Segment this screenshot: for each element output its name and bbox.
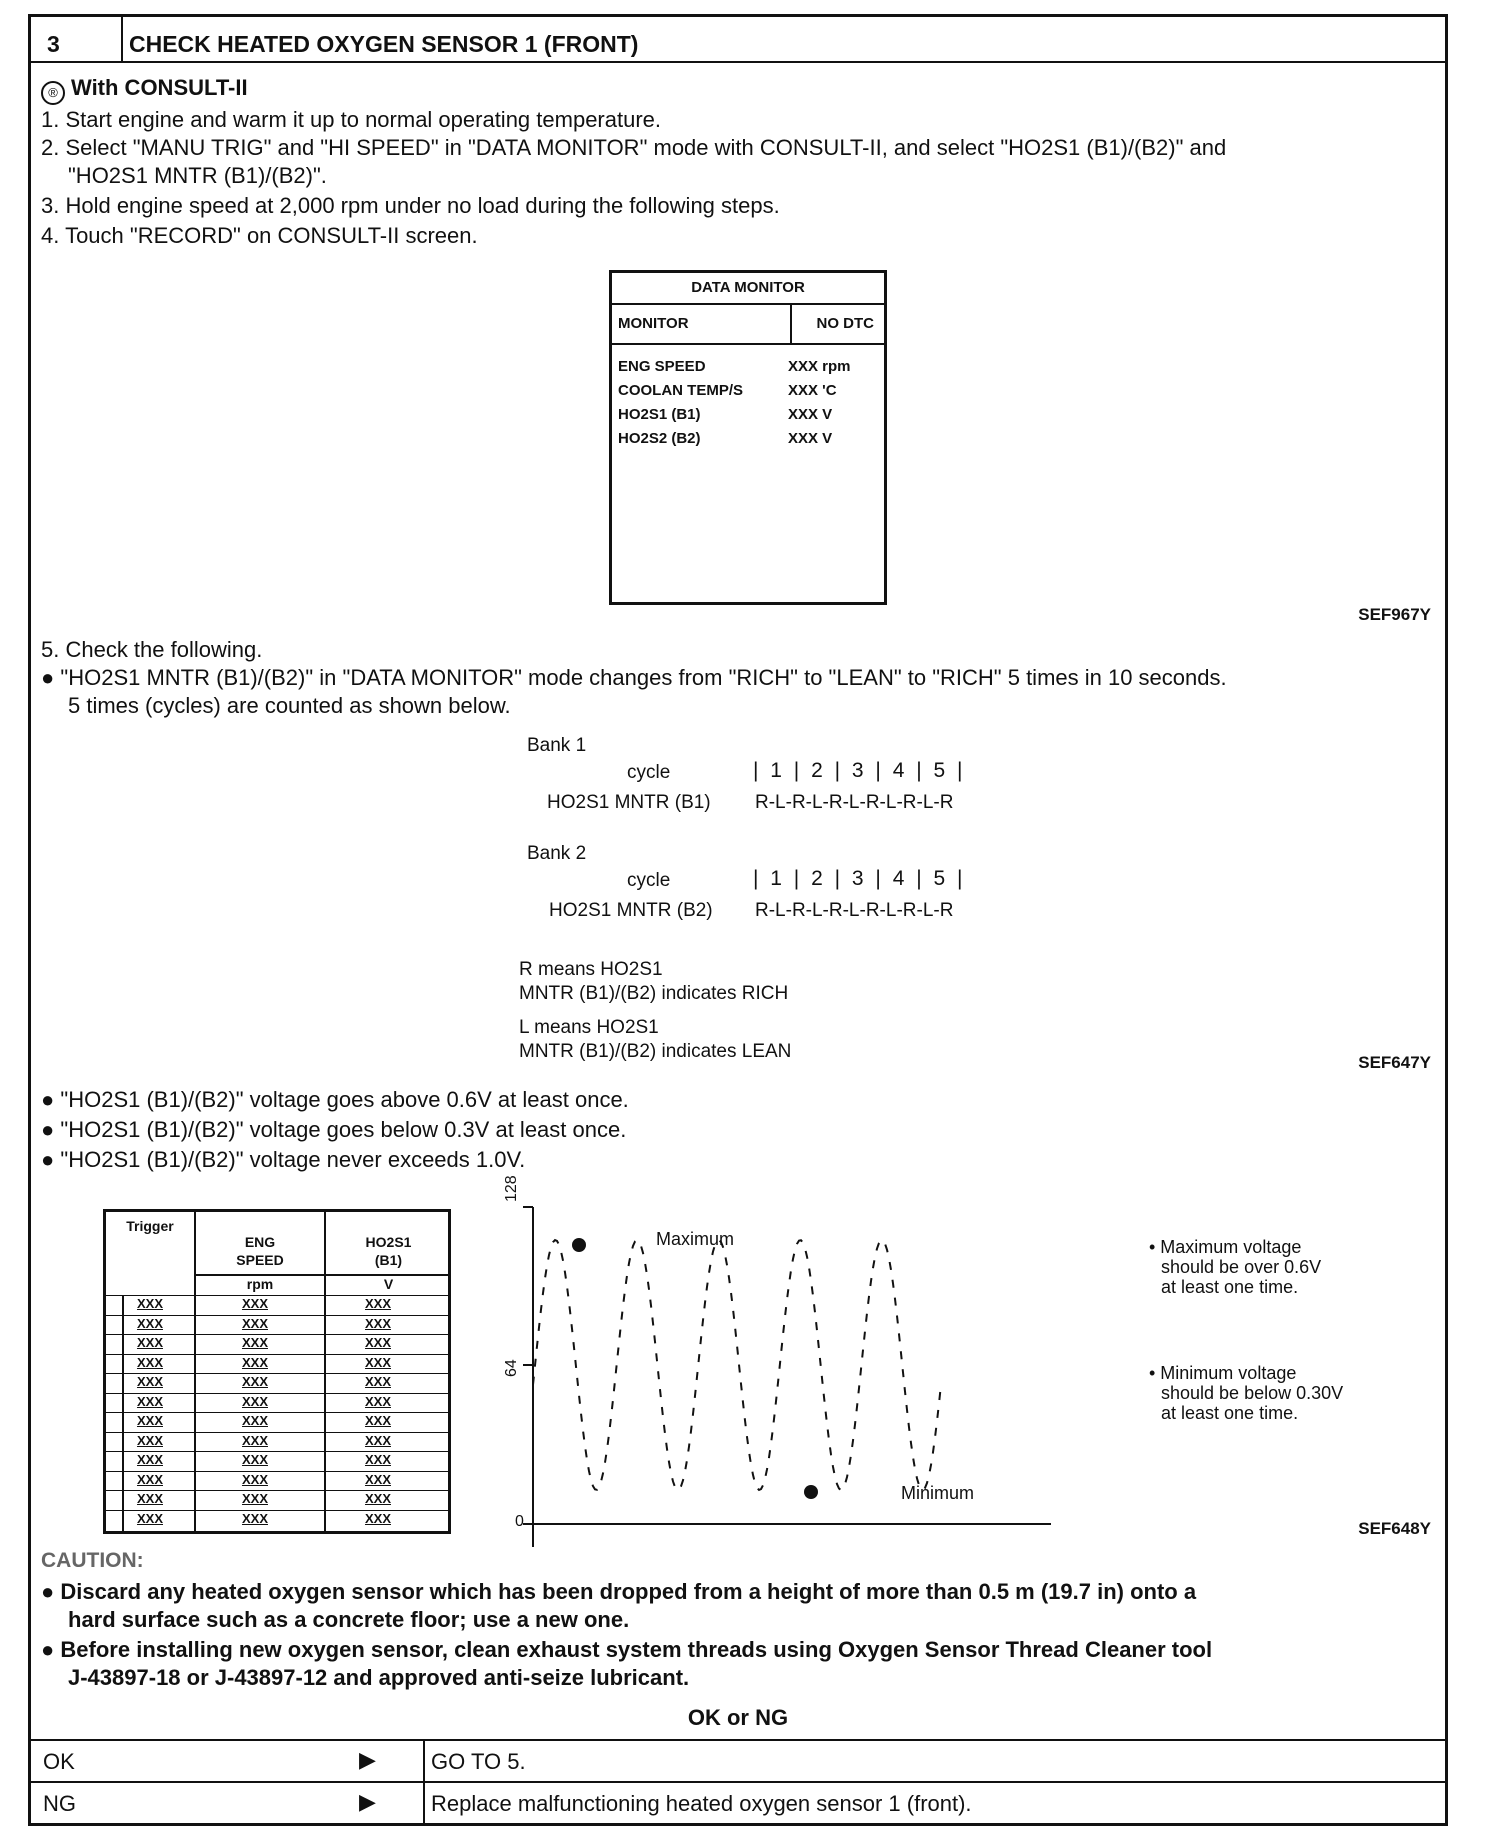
table-cell-trigger: XXX — [136, 1393, 163, 1409]
table-cell-eng-speed: XXX — [241, 1413, 268, 1428]
dtc-status: NO DTC — [816, 315, 874, 332]
bank1-pattern: R-L-R-L-R-L-R-L-R-L-R — [755, 792, 954, 813]
bank1-label: Bank 1 — [527, 735, 587, 756]
voltage-check-3: ● "HO2S1 (B1)/(B2)" voltage never exceeds 1.0V. — [41, 1147, 526, 1172]
table-cell-eng-speed: XXX — [241, 1315, 268, 1331]
bullet-icon: ● — [41, 665, 61, 690]
table-cell-trigger: XXX — [136, 1315, 163, 1331]
minimum-label: Minimum — [901, 1483, 975, 1503]
bank2-pattern: R-L-R-L-R-L-R-L-R-L-R — [755, 900, 954, 921]
consult-heading: ® With CONSULT-II — [41, 75, 248, 105]
step-number: 3 — [47, 31, 60, 57]
result-ok-label: OK — [43, 1749, 75, 1774]
trigger-table — [103, 1209, 451, 1534]
table-cell-eng-speed: XXX — [241, 1374, 268, 1389]
table-cell-trigger: XXX — [136, 1413, 163, 1428]
table-cell-trigger: XXX — [136, 1296, 163, 1311]
r-means-line-2: MNTR (B1)/(B2) indicates RICH — [519, 983, 789, 1004]
figure-code-sef647y: SEF647Y — [1358, 1053, 1431, 1072]
caution-bullet-2-cont: J-43897-18 or J-43897-12 and approved anti-seize lubricant. — [68, 1665, 690, 1690]
bullet-icon: ● — [41, 1087, 61, 1112]
caution-bullet-1-cont: hard surface such as a concrete floor; use a new one. — [68, 1607, 630, 1632]
voltage-check-2: ● "HO2S1 (B1)/(B2)" voltage goes below 0.3V at least once. — [41, 1117, 627, 1142]
data-monitor-title: DATA MONITOR — [612, 273, 884, 305]
y-label-64: 64 — [503, 1359, 520, 1377]
y-label-128: 128 — [503, 1175, 520, 1202]
col-ho2s1-header-b: (B1) — [374, 1252, 403, 1268]
table-cell-trigger: XXX — [136, 1432, 163, 1448]
table-cell-eng-speed: XXX — [241, 1393, 268, 1409]
table-cell-ho2s1: XXX — [364, 1335, 391, 1350]
consult-step-2-cont: "HO2S1 MNTR (B1)/(B2)". — [68, 163, 327, 188]
monitor-label: MONITOR — [618, 315, 689, 332]
voltage-waveform-graph — [471, 1187, 1071, 1547]
caution-bullet-1: ● Discard any heated oxygen sensor which has been dropped from a height of more than 0.5 m (19.7 in) onto a — [41, 1579, 1197, 1604]
monitor-divider — [790, 305, 792, 343]
y-label-0: 0 — [515, 1513, 524, 1530]
table-cell-trigger: XXX — [136, 1335, 163, 1350]
col-eng-header-a: ENG — [244, 1234, 276, 1250]
table-cell-ho2s1: XXX — [364, 1354, 391, 1370]
header-divider — [121, 17, 123, 61]
bank1-cycle-marks: | 1 | 2 | 3 | 4 | 5 | — [753, 759, 966, 782]
table-cell-trigger: XXX — [136, 1354, 163, 1370]
monitor-item: ENG SPEED XXX rpm — [618, 358, 851, 375]
maximum-point — [572, 1238, 586, 1252]
result-ng-action: Replace malfunctioning heated oxygen sensor 1 (front). — [431, 1791, 972, 1816]
figure-code-sef648y: SEF648Y — [1358, 1519, 1431, 1538]
table-cell-ho2s1: XXX — [364, 1393, 391, 1409]
bank2-cycle-marks: | 1 | 2 | 3 | 4 | 5 | — [753, 867, 966, 890]
table-cell-trigger: XXX — [136, 1491, 163, 1506]
bank2-cycle-label: cycle — [627, 870, 671, 891]
consult-step-4: 4. Touch "RECORD" on CONSULT-II screen. — [41, 223, 478, 248]
consult-step-1: 1. Start engine and warm it up to normal operating temperature. — [41, 107, 662, 132]
table-cell-ho2s1: XXX — [364, 1452, 391, 1467]
bullet-icon: ● — [41, 1579, 61, 1604]
table-cell-trigger: XXX — [136, 1374, 163, 1389]
data-monitor-status-row — [612, 305, 884, 345]
table-cell-eng-speed: XXX — [241, 1510, 268, 1526]
result-ok-action: GO TO 5. — [431, 1749, 526, 1774]
table-cell-eng-speed: XXX — [241, 1354, 268, 1370]
table-cell-eng-speed: XXX — [241, 1296, 268, 1311]
table-cell-ho2s1: XXX — [364, 1315, 391, 1331]
bank2-label: Bank 2 — [527, 843, 587, 864]
min-voltage-note: • Minimum voltage should be below 0.30V at least one time. — [1149, 1363, 1344, 1423]
figure-code-sef967y: SEF967Y — [1358, 605, 1431, 624]
table-cell-eng-speed: XXX — [241, 1491, 268, 1506]
table-cell-eng-speed: XXX — [241, 1471, 268, 1487]
max-voltage-note: • Maximum voltage should be over 0.6V at least one time. — [1149, 1237, 1322, 1297]
trigger-marker-strip — [122, 1296, 124, 1531]
unit-rpm: rpm — [246, 1276, 274, 1292]
check-heading: 5. Check the following. — [41, 637, 263, 662]
caution-bullet-2: ● Before installing new oxygen sensor, clean exhaust system threads using Oxygen Sensor Thread Cleaner tool — [41, 1637, 1213, 1662]
bullet-icon: ● — [41, 1637, 61, 1662]
l-means-line-1: L means HO2S1 — [519, 1017, 659, 1038]
table-cell-ho2s1: XXX — [364, 1510, 391, 1526]
maximum-label: Maximum — [656, 1229, 735, 1249]
result-top-rule — [31, 1739, 1445, 1741]
data-monitor-screen — [609, 270, 887, 605]
caution-label: CAUTION: — [41, 1549, 144, 1572]
table-cell-eng-speed: XXX — [241, 1452, 268, 1467]
table-cell-trigger: XXX — [136, 1471, 163, 1487]
voltage-waveform — [533, 1240, 941, 1490]
ng-arrow-icon: ▶ — [359, 1789, 376, 1814]
table-cell-eng-speed: XXX — [241, 1432, 268, 1448]
bank2-mntr-label: HO2S1 MNTR (B2) — [549, 900, 713, 921]
step-title: CHECK HEATED OXYGEN SENSOR 1 (FRONT) — [129, 31, 639, 57]
consult-step-2: 2. Select "MANU TRIG" and "HI SPEED" in "DATA MONITOR" mode with CONSULT-II, and select "HO2S1 (B1)/(B2)" and — [41, 135, 1227, 160]
voltage-check-1: ● "HO2S1 (B1)/(B2)" voltage goes above 0.6V at least once. — [41, 1087, 629, 1112]
monitor-item: HO2S1 (B1) XXX V — [618, 406, 833, 423]
col-eng-header-b: SPEED — [236, 1252, 284, 1268]
result-col-divider — [423, 1739, 425, 1826]
table-cell-ho2s1: XXX — [364, 1491, 391, 1506]
minimum-point — [804, 1485, 818, 1499]
check-bullet-1: ● "HO2S1 MNTR (B1)/(B2)" in "DATA MONITOR" mode changes from "RICH" to "LEAN" to "RICH" 5 times in 10 seconds. — [41, 665, 1227, 690]
monitor-item: HO2S2 (B2) XXX V — [618, 430, 833, 447]
consult-icon: ® — [41, 81, 65, 105]
data-monitor-items — [612, 345, 884, 461]
ok-or-ng-heading: OK or NG — [687, 1705, 789, 1730]
bank1-cycle-label: cycle — [627, 762, 671, 783]
table-cell-ho2s1: XXX — [364, 1432, 391, 1448]
table-cell-eng-speed: XXX — [241, 1335, 268, 1350]
table-cell-ho2s1: XXX — [364, 1413, 391, 1428]
col-ho2s1-header-a: HO2S1 — [365, 1234, 412, 1250]
r-means-line-1: R means HO2S1 — [519, 959, 663, 980]
table-cell-ho2s1: XXX — [364, 1374, 391, 1389]
table-cell-trigger: XXX — [136, 1452, 163, 1467]
col-trigger-header: Trigger — [126, 1218, 174, 1234]
result-mid-rule — [31, 1781, 1445, 1783]
unit-v: V — [383, 1276, 394, 1292]
bank1-mntr-label: HO2S1 MNTR (B1) — [547, 792, 711, 813]
consult-step-3: 3. Hold engine speed at 2,000 rpm under no load during the following steps. — [41, 193, 780, 218]
monitor-item: COOLAN TEMP/S XXX 'C — [618, 382, 837, 399]
procedure-frame — [28, 14, 1448, 1826]
table-cell-ho2s1: XXX — [364, 1471, 391, 1487]
result-ng-label: NG — [43, 1791, 76, 1816]
bullet-icon: ● — [41, 1117, 61, 1142]
bullet-icon: ● — [41, 1147, 61, 1172]
header-rule — [31, 61, 1445, 63]
ok-arrow-icon: ▶ — [359, 1747, 376, 1772]
table-cell-trigger: XXX — [136, 1510, 163, 1526]
table-cell-ho2s1: XXX — [364, 1296, 391, 1311]
check-bullet-1-cont: 5 times (cycles) are counted as shown below. — [68, 693, 511, 718]
l-means-line-2: MNTR (B1)/(B2) indicates LEAN — [519, 1041, 792, 1062]
